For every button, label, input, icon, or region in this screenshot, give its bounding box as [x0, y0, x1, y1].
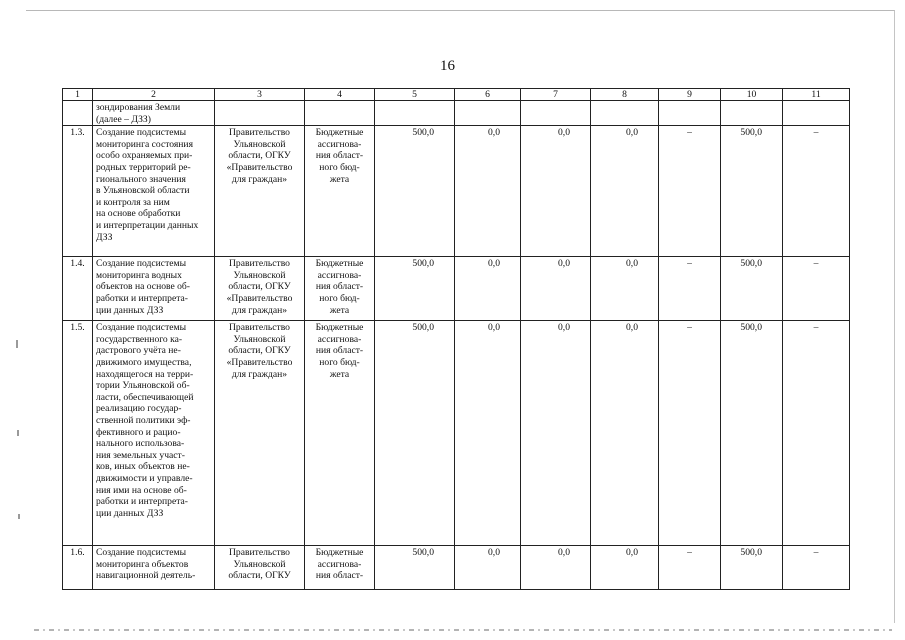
row-number-cell: 1.3. — [63, 126, 93, 257]
year-amount-cell: – — [783, 546, 850, 590]
year-amount-cell: 0,0 — [521, 321, 591, 546]
scan-noise — [34, 629, 892, 631]
year-amount-cell: 0,0 — [521, 126, 591, 257]
total-amount-cell — [375, 101, 455, 126]
header-cell: 2 — [93, 89, 215, 101]
funding-source-cell: Бюджетные ассигнова- ния област- ного бюд- жета — [305, 257, 375, 321]
row-number-cell — [63, 101, 93, 126]
year-amount-cell: 0,0 — [455, 126, 521, 257]
header-row — [63, 89, 850, 101]
funding-source-cell: Бюджетные ассигнова- ния област- — [305, 546, 375, 590]
year-amount-cell: – — [659, 257, 721, 321]
year-amount-cell — [659, 101, 721, 126]
year-amount-cell: 500,0 — [721, 321, 783, 546]
executor-cell — [215, 101, 305, 126]
header-cell: 10 — [721, 89, 783, 101]
funding-source-cell — [305, 101, 375, 126]
executor-cell: Правительство Ульяновской области, ОГКУ «Правительство для граждан» — [215, 321, 305, 546]
table-row — [63, 321, 850, 546]
total-amount-cell: 500,0 — [375, 321, 455, 546]
total-amount-cell: 500,0 — [375, 257, 455, 321]
scan-mark — [16, 340, 18, 348]
header-cell: 7 — [521, 89, 591, 101]
year-amount-cell: – — [783, 321, 850, 546]
task-name-cell: Создание подсистемы мониторинга объектов навигационной деятель- — [93, 546, 215, 590]
year-amount-cell — [721, 101, 783, 126]
year-amount-cell: 0,0 — [591, 321, 659, 546]
header-cell: 3 — [215, 89, 305, 101]
executor-cell: Правительство Ульяновской области, ОГКУ — [215, 546, 305, 590]
header-cell: 8 — [591, 89, 659, 101]
year-amount-cell: – — [783, 257, 850, 321]
year-amount-cell: 0,0 — [591, 546, 659, 590]
header-cell: 6 — [455, 89, 521, 101]
year-amount-cell: 0,0 — [521, 257, 591, 321]
task-name-cell: зондирования Земли (далее – ДЗЗ) — [93, 101, 215, 126]
year-amount-cell: 500,0 — [721, 126, 783, 257]
funding-source-cell: Бюджетные ассигнова- ния област- ного бюд- жета — [305, 126, 375, 257]
year-amount-cell — [455, 101, 521, 126]
header-cell: 9 — [659, 89, 721, 101]
year-amount-cell: – — [783, 126, 850, 257]
program-table — [62, 88, 850, 590]
executor-cell: Правительство Ульяновской области, ОГКУ «Правительство для граждан» — [215, 257, 305, 321]
table-row — [63, 126, 850, 257]
year-amount-cell: 500,0 — [721, 546, 783, 590]
scan-mark — [18, 514, 20, 519]
year-amount-cell — [521, 101, 591, 126]
header-cell: 1 — [63, 89, 93, 101]
row-number-cell: 1.6. — [63, 546, 93, 590]
task-name-cell: Создание подсистемы мониторинга состояния особо охраняемых при- родных территорий ре- гионального значения в Ульяновской области и контроля за ним на основе обработки и интерпретации данных ДЗЗ — [93, 126, 215, 257]
year-amount-cell: 0,0 — [521, 546, 591, 590]
task-name-cell: Создание подсистемы государственного ка- дастрового учёта не- движимого имущества, находящегося на терри- тории Ульяновской об- ласти, обеспечивающей реализацию государ- ственной политики эф- фективного и рацио- нального использова- ния земельных участ- ков, иных объектов не- движимости и управле- ния ими на основе об- работки и интерпрета- ции данных ДЗЗ — [93, 321, 215, 546]
year-amount-cell: – — [659, 546, 721, 590]
table-row — [63, 257, 850, 321]
row-number-cell: 1.4. — [63, 257, 93, 321]
total-amount-cell: 500,0 — [375, 546, 455, 590]
table-row — [63, 546, 850, 590]
year-amount-cell: 500,0 — [721, 257, 783, 321]
table-row — [63, 101, 850, 126]
total-amount-cell: 500,0 — [375, 126, 455, 257]
year-amount-cell: 0,0 — [591, 126, 659, 257]
year-amount-cell: – — [659, 321, 721, 546]
year-amount-cell — [783, 101, 850, 126]
header-cell: 11 — [783, 89, 850, 101]
funding-source-cell: Бюджетные ассигнова- ния област- ного бюд- жета — [305, 321, 375, 546]
header-cell: 5 — [375, 89, 455, 101]
year-amount-cell: 0,0 — [455, 257, 521, 321]
year-amount-cell — [591, 101, 659, 126]
year-amount-cell: 0,0 — [455, 321, 521, 546]
year-amount-cell: 0,0 — [591, 257, 659, 321]
scan-mark — [17, 430, 19, 436]
row-number-cell: 1.5. — [63, 321, 93, 546]
executor-cell: Правительство Ульяновской области, ОГКУ «Правительство для граждан» — [215, 126, 305, 257]
year-amount-cell: – — [659, 126, 721, 257]
year-amount-cell: 0,0 — [455, 546, 521, 590]
task-name-cell: Создание подсистемы мониторинга водных объектов на основе об- работки и интерпрета- ции данных ДЗЗ — [93, 257, 215, 321]
page-number: 16 — [440, 58, 455, 74]
header-cell: 4 — [305, 89, 375, 101]
